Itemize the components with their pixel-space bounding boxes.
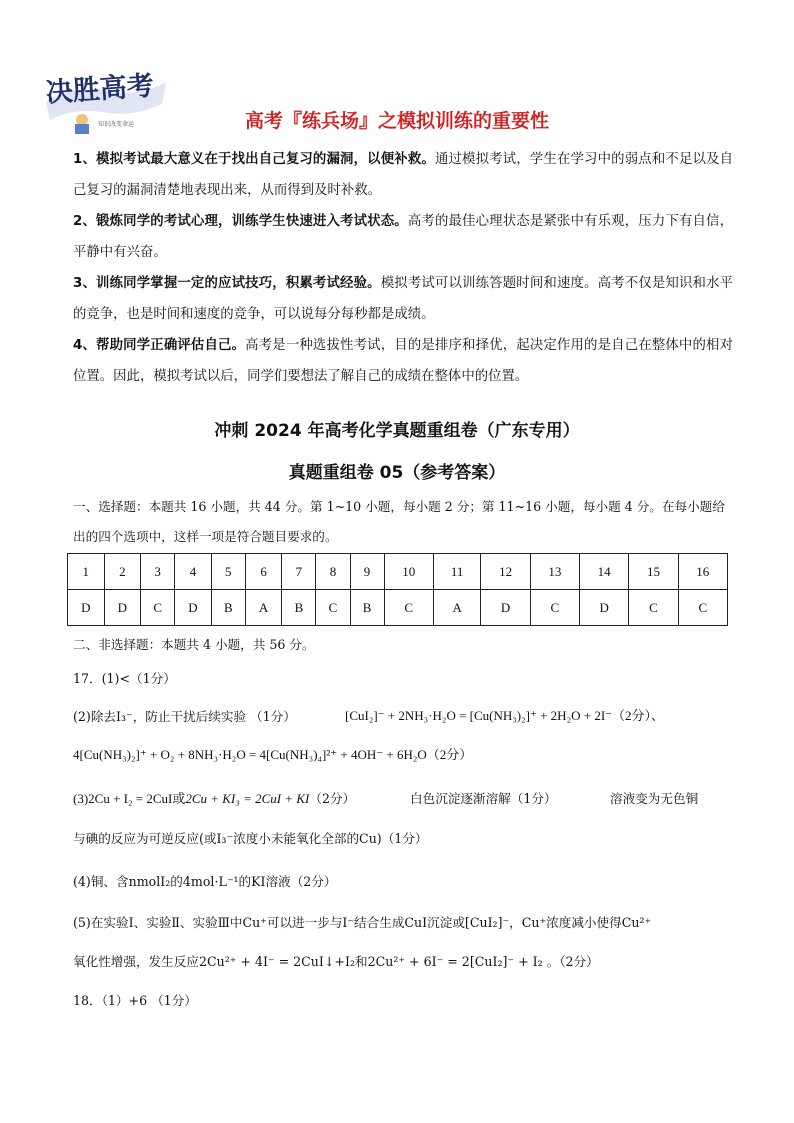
answer-number-cell: 16: [678, 554, 727, 590]
q17-part4: (4)铜、含nmolI₂的4mol·L⁻¹的KI溶液（2分）: [73, 874, 337, 889]
answer-letter-cell: A: [433, 590, 481, 626]
q17-part3-reason: 与碘的反应为可逆反应(或I₃⁻浓度小未能氧化全部的Cu)（1分）: [73, 831, 428, 846]
q17-part5-b: 氧化性增强，发生反应2Cu²⁺ + 4I⁻ = 2CuI↓+I₂和2Cu²⁺ + 6I⁻ = 2[CuI₂]⁻ + I₂ 。（2分）: [73, 954, 599, 969]
answer-number-cell: 13: [530, 554, 579, 590]
q17-part5-a: (5)在实验Ⅰ、实验Ⅱ、实验Ⅲ中Cu⁺可以进一步与I⁻结合生成CuI沉淀或[CuI₂]⁻，Cu⁺浓度减小使得Cu²⁺: [73, 915, 652, 930]
answer-number-cell: 11: [433, 554, 481, 590]
doc-title: 冲刺 2024 年高考化学真题重组卷（广东专用）: [214, 421, 580, 441]
intro-text: 模拟考试可以训练答题时间和速度。高考不仅是知识和水平的竞争，也是时间和速度的竞争，可以说每分每秒都是成绩。: [73, 276, 733, 322]
q17-part2-eq1: [CuI₂]⁻ + 2NH₃·H₂O = [Cu(NH₃)₂]⁺ + 2H₂O + 2I⁻（2分）、: [345, 708, 665, 723]
answer-letter-cell: C: [530, 590, 579, 626]
intro-bold: 2、锻炼同学的考试心理，训练学生快速进入考试状态。: [73, 214, 408, 229]
answer-number-cell: 12: [481, 554, 530, 590]
answer-number-cell: 2: [104, 554, 141, 590]
section-nonchoice-intro: 二、非选择题：本题共 4 小题，共 56 分。: [73, 637, 315, 652]
answer-letter-cell: D: [68, 590, 105, 626]
answer-number-cell: 1: [68, 554, 105, 590]
section-choice-intro: 一、选择题：本题共 16 小题，共 44 分。第 1~10 小题，每小题 2 分；第 11~16 小题，每小题 4 分。在每小题给出的四个选项中，这样一项是符合题目要求的。: [73, 499, 725, 544]
intro-bold: 4、帮助同学正确评估自己。: [73, 338, 246, 353]
answer-letter-cell: D: [580, 590, 629, 626]
answer-letter-cell: C: [141, 590, 175, 626]
intro-text: 高考是一种选拔性考试，目的是排序和择优，起决定作用的是自己在整体中的相对位置。因此，模拟考试以后，同学们要想法了解自己的成绩在整体中的位置。: [73, 338, 733, 384]
intro-text: 高考的最佳心理状态是紧张中有乐观，压力下有自信，平静中有兴奋。: [73, 214, 733, 260]
answer-letter-cell: D: [104, 590, 141, 626]
answer-letter-cell: C: [678, 590, 727, 626]
answer-number-cell: 14: [580, 554, 629, 590]
intro-bold: 3、训练同学掌握一定的应试技巧，积累考试经验。: [73, 276, 381, 291]
q17-part3-obs2: 溶液变为无色铜: [610, 791, 699, 806]
answer-number-cell: 5: [211, 554, 245, 590]
answer-letters-row: [68, 590, 728, 626]
intro-item: [73, 330, 733, 392]
answer-number-cell: 8: [316, 554, 350, 590]
answer-letter-cell: D: [175, 590, 212, 626]
answer-letter-cell: A: [245, 590, 282, 626]
intro-bold: 1、模拟考试最大意义在于找出自己复习的漏洞，以便补救。: [73, 152, 435, 167]
answer-letter-cell: C: [629, 590, 678, 626]
answer-letter-cell: C: [316, 590, 350, 626]
answer-number-cell: 4: [175, 554, 212, 590]
banner-title: 高考『练兵场』之模拟训练的重要性: [244, 110, 549, 132]
q17-part3-obs: 白色沉淀逐渐溶解（1分）: [410, 791, 557, 806]
answer-letter-cell: B: [350, 590, 384, 626]
answer-number-cell: 10: [384, 554, 433, 590]
doc-subtitle: 真题重组卷 05（参考答案）: [288, 463, 506, 483]
answer-letter-cell: C: [384, 590, 433, 626]
answer-table: [67, 553, 728, 626]
q17-part3: (3)2Cu + I₂ = 2CuI或2Cu + KI₃ = 2CuI + KI（2分）: [73, 791, 356, 806]
answer-letter-cell: B: [282, 590, 316, 626]
q18-part1: 18．（1）+6 （1分）: [73, 993, 197, 1008]
intro-list: [73, 144, 733, 392]
answer-number-cell: 9: [350, 554, 384, 590]
answer-number-cell: 3: [141, 554, 175, 590]
q17-part1: 17．(1)<（1分）: [73, 671, 176, 686]
answer-number-cell: 7: [282, 554, 316, 590]
answer-number-cell: 15: [629, 554, 678, 590]
answer-letter-cell: B: [211, 590, 245, 626]
intro-text: 通过模拟考试，学生在学习中的弱点和不足以及自己复习的漏洞清楚地表现出来，从而得到及时补救。: [73, 152, 733, 198]
answer-letter-cell: D: [481, 590, 530, 626]
answer-numbers-row: [68, 554, 728, 590]
q17-part2-eq2: 4[Cu(NH₃)₂]⁺ + O₂ + 8NH₃·H₂O = 4[Cu(NH₃)₄]²⁺ + 4OH⁻ + 6H₂O（2分）: [73, 747, 473, 762]
answer-number-cell: 6: [245, 554, 282, 590]
logo-sub: 知识改变命运: [98, 121, 135, 128]
intro-item: [73, 206, 733, 268]
intro-item: [73, 268, 733, 330]
intro-item: [73, 144, 733, 206]
q17-part2-a: (2)除去I₃⁻，防止干扰后续实验 （1分）: [73, 709, 296, 724]
logo-text: 决胜高考: [44, 70, 155, 109]
